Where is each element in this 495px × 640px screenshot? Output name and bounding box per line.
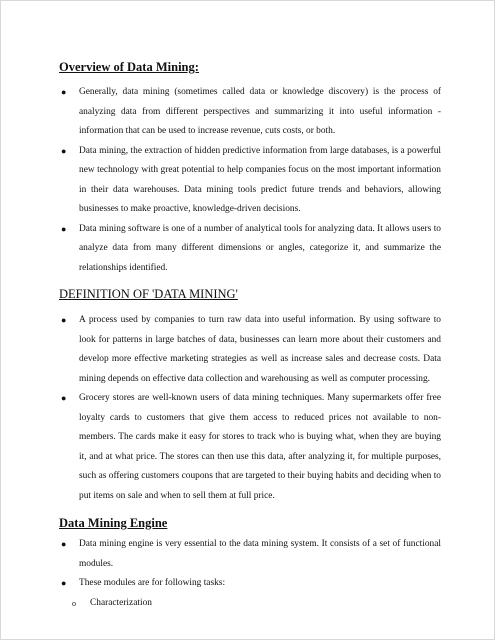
list-item <box>59 535 441 574</box>
bullet-icon: ● <box>61 393 67 403</box>
page-content <box>59 59 441 613</box>
bullet-icon: ● <box>61 315 67 325</box>
list-item <box>59 311 441 389</box>
list-item <box>59 142 441 220</box>
sub-list-item-text: Characterization <box>90 597 152 608</box>
engine-sub-list <box>59 594 441 614</box>
section-heading-engine: Data Mining Engine <box>59 516 168 530</box>
circle-bullet-icon: o <box>72 598 76 608</box>
overview-bullet-list <box>59 83 441 278</box>
list-item-text: Data mining software is one of a number of analytical tools for analyzing data. It allows users to analyze data from many different dimensions or angles, categorize it, and summarize the relationships identified. <box>79 223 441 273</box>
bullet-icon: ● <box>61 145 67 156</box>
bullet-icon: ● <box>61 578 67 588</box>
list-item-text: Generally, data mining (sometimes called data or knowledge discovery) is the process of analyzing data from different perspectives and summarizing it into useful information - information that can be used to increase revenue, cuts costs, or both. <box>79 87 441 136</box>
section-heading-definition: DEFINITION OF 'DATA MINING' <box>59 287 238 301</box>
sub-list-item <box>59 594 441 614</box>
list-item-text: These modules are for following tasks: <box>79 578 226 588</box>
list-item-text: Data mining engine is very essential to the data mining system. It consists of a set of functional modules. <box>79 539 441 569</box>
list-item <box>59 220 441 279</box>
bullet-icon: ● <box>61 223 67 234</box>
list-item-text: Grocery stores are well-known users of data mining techniques. Many supermarkets offer free loyalty cards to customers that give them access to reduced prices not available to non-members. The cards make it easy for stores to track who is buying what, when they are buying it, and at what price. The stores can then use this data, after analyzing it, for multiple purposes, such as offering customers coupons that are targeted to their buying habits and deciding when to put items on sale and when to sell them at full price. <box>79 393 441 501</box>
list-item <box>59 389 441 506</box>
list-item <box>59 83 441 142</box>
section-heading-overview: Overview of Data Mining: <box>59 60 199 74</box>
list-item-text: A process used by companies to turn raw data into useful information. By using software to look for patterns in large batches of data, businesses can learn more about their customers and develop more effective marketing strategies as well as increase sales and decrease costs. Data mining depends on effective data collection and warehousing as well as computer processing. <box>79 315 441 384</box>
definition-bullet-list <box>59 311 441 506</box>
engine-bullet-list <box>59 535 441 594</box>
list-item-text: Data mining, the extraction of hidden predictive information from large databases, is a powerful new technology with great potential to help companies focus on the most important information in their data warehouses. Data mining tools predict future trends and behaviors, allowing businesses to make proactive, knowledge-driven decisions. <box>79 145 441 214</box>
bullet-icon: ● <box>61 539 67 549</box>
bullet-icon: ● <box>61 87 67 97</box>
list-item <box>59 574 441 594</box>
